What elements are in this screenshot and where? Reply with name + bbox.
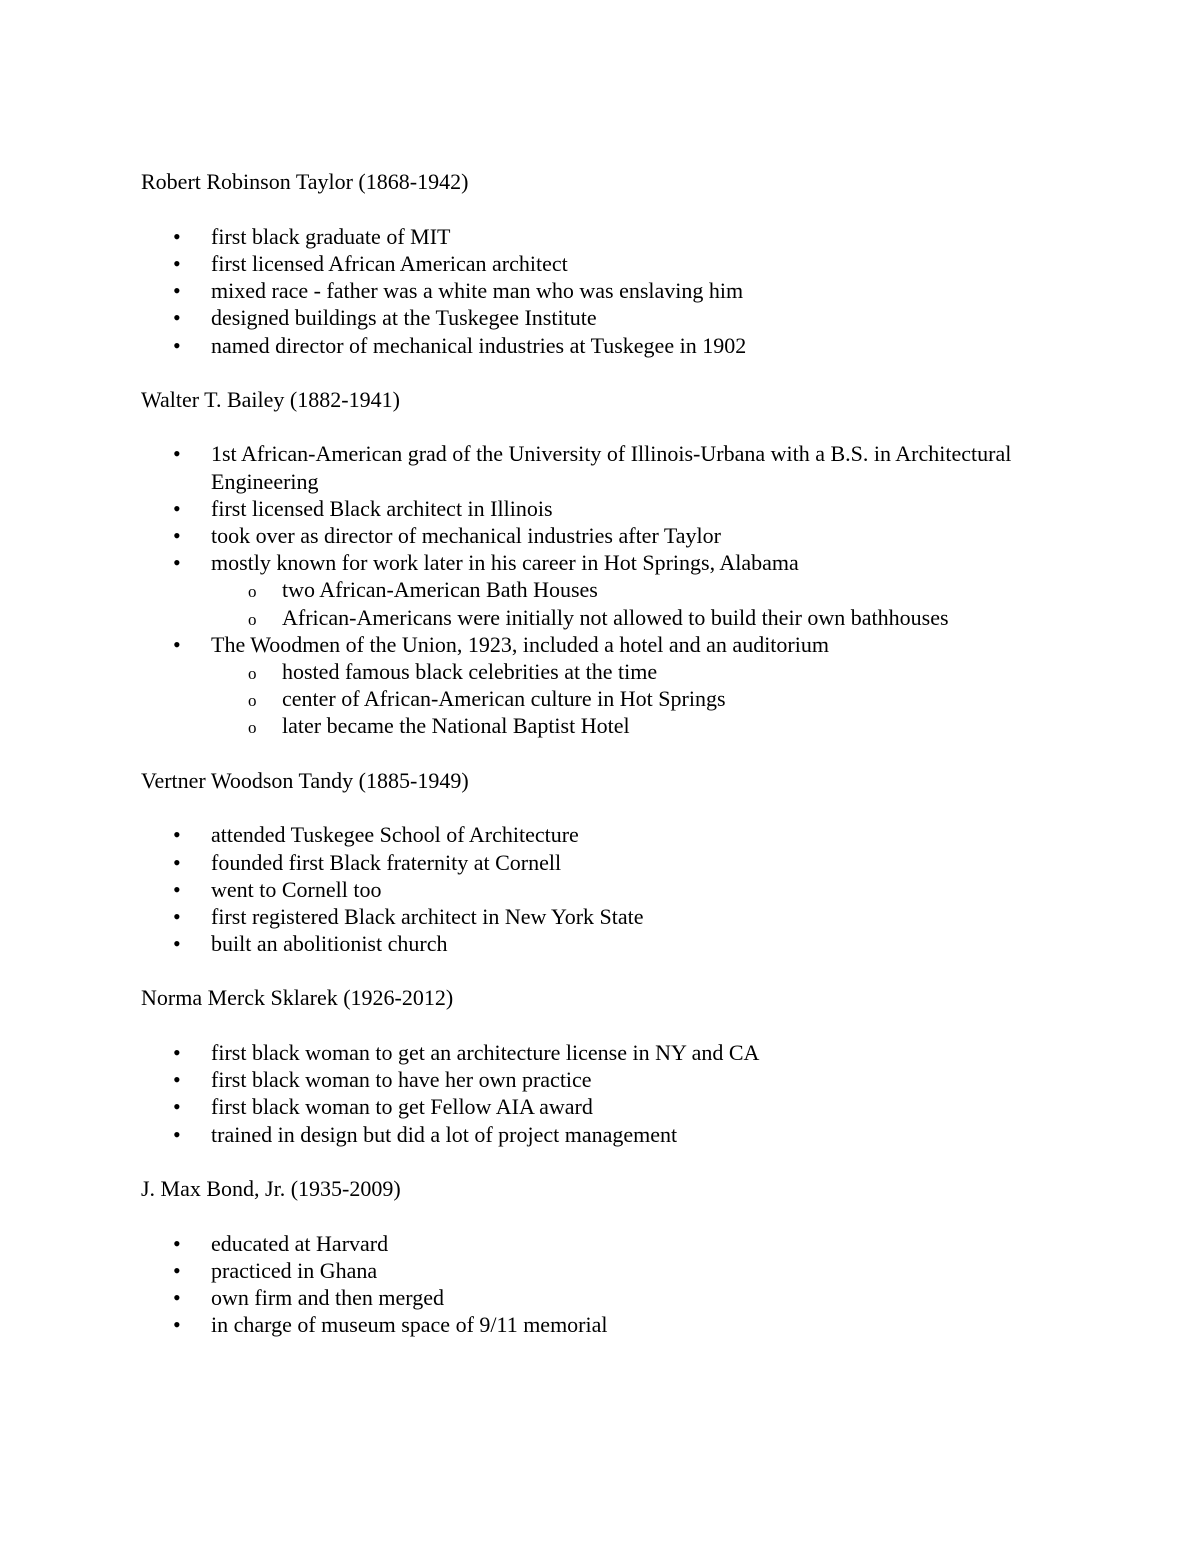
list-item xyxy=(141,1066,1041,1093)
bullet-list xyxy=(141,440,1041,739)
list-item xyxy=(141,223,1041,250)
list-item xyxy=(141,1311,1041,1338)
sub-list-item xyxy=(211,604,1041,631)
list-item-text: mixed race - father was a white man who was enslaving him xyxy=(211,278,744,304)
list-item-text: first black woman to get Fellow AIA award xyxy=(211,1094,593,1120)
sub-bullet-marker: o xyxy=(248,718,257,738)
list-item-text: designed buildings at the Tuskegee Institute xyxy=(211,305,597,331)
list-item xyxy=(141,549,1041,631)
sub-list-item xyxy=(211,685,1041,712)
list-item xyxy=(141,1121,1041,1148)
list-item xyxy=(141,304,1041,331)
list-item-text: 1st African-American grad of the University of Illinois-Urbana with a B.S. in Architectural Engineering xyxy=(211,441,1012,494)
bullet-marker: • xyxy=(173,631,181,657)
list-item xyxy=(141,821,1041,848)
list-item xyxy=(141,495,1041,522)
sub-list-item xyxy=(211,712,1041,739)
list-item xyxy=(141,277,1041,304)
bullet-marker: • xyxy=(173,1040,181,1066)
sub-bullet-marker: o xyxy=(248,582,257,602)
bullet-marker: • xyxy=(173,822,181,848)
list-item-text: first black woman to have her own practice xyxy=(211,1067,592,1093)
section-heading: Norma Merck Sklarek (1926-2012) xyxy=(141,985,454,1011)
list-item-text: first black woman to get an architecture license in NY and CA xyxy=(211,1040,760,1066)
section-heading: Walter T. Bailey (1882-1941) xyxy=(141,386,400,412)
bullet-marker: • xyxy=(173,523,181,549)
list-item-text: first licensed Black architect in Illinois xyxy=(211,495,553,521)
list-item xyxy=(141,1257,1041,1284)
list-item-text: in charge of museum space of 9/11 memorial xyxy=(211,1312,608,1338)
bullet-list xyxy=(141,821,1041,957)
bullet-list xyxy=(141,1039,1041,1148)
list-item xyxy=(141,332,1041,359)
list-item xyxy=(141,903,1041,930)
list-item xyxy=(141,1230,1041,1257)
bullet-marker: • xyxy=(173,1312,181,1338)
bullet-marker: • xyxy=(173,250,181,276)
list-item-text: named director of mechanical industries at Tuskegee in 1902 xyxy=(211,332,747,358)
document-body xyxy=(141,168,1041,1365)
section-heading: J. Max Bond, Jr. (1935-2009) xyxy=(141,1175,401,1201)
list-item-text: own firm and then merged xyxy=(211,1285,444,1310)
section-heading: Robert Robinson Taylor (1868-1942) xyxy=(141,169,469,194)
section-taylor xyxy=(141,168,1041,359)
bullet-marker: • xyxy=(173,550,181,576)
list-item-text: first registered Black architect in New York State xyxy=(211,903,644,929)
list-item-text: took over as director of mechanical industries after Taylor xyxy=(211,523,721,549)
list-item-text: practiced in Ghana xyxy=(211,1257,378,1283)
list-item-text: founded first Black fraternity at Cornell xyxy=(211,849,562,875)
bullet-marker: • xyxy=(173,332,181,358)
list-item-text: mostly known for work later in his career in Hot Springs, Alabama xyxy=(211,550,799,576)
sub-bullet-marker: o xyxy=(248,609,257,629)
bullet-marker: • xyxy=(173,849,181,875)
list-item-text: built an abolitionist church xyxy=(211,931,448,957)
sub-list-item-text: two African-American Bath Houses xyxy=(282,577,598,603)
bullet-marker: • xyxy=(173,223,181,249)
list-item xyxy=(141,1093,1041,1120)
bullet-marker: • xyxy=(173,278,181,304)
sub-bullet-marker: o xyxy=(248,664,257,684)
list-item xyxy=(141,849,1041,876)
bullet-marker: • xyxy=(173,1257,181,1283)
sub-list-item xyxy=(211,658,1041,685)
bullet-marker: • xyxy=(173,876,181,902)
bullet-marker: • xyxy=(173,1285,181,1310)
list-item xyxy=(141,250,1041,277)
list-item xyxy=(141,930,1041,957)
list-item xyxy=(141,1039,1041,1066)
sub-bullet-list xyxy=(211,658,1041,740)
list-item-text: educated at Harvard xyxy=(211,1230,389,1256)
section-bond xyxy=(141,1175,1041,1339)
section-bailey xyxy=(141,386,1041,740)
list-item xyxy=(141,440,1041,494)
list-item xyxy=(141,876,1041,903)
bullet-marker: • xyxy=(173,903,181,929)
list-item-text: first licensed African American architect xyxy=(211,250,568,276)
list-item-text: trained in design but did a lot of project management xyxy=(211,1121,678,1147)
bullet-marker: • xyxy=(173,1230,181,1256)
bullet-marker: • xyxy=(173,931,181,957)
sub-bullet-marker: o xyxy=(248,691,257,711)
bullet-marker: • xyxy=(173,1067,181,1093)
bullet-marker: • xyxy=(173,305,181,331)
sub-list-item-text: center of African-American culture in Hot Springs xyxy=(282,686,726,712)
section-sklarek xyxy=(141,984,1041,1148)
list-item-text: went to Cornell too xyxy=(211,876,382,902)
sub-list-item-text: hosted famous black celebrities at the time xyxy=(282,659,658,685)
section-tandy xyxy=(141,767,1041,958)
bullet-list xyxy=(141,1230,1041,1339)
sub-list-item xyxy=(211,576,1041,603)
bullet-marker: • xyxy=(173,1121,181,1147)
bullet-marker: • xyxy=(173,495,181,521)
list-item-text: first black graduate of MIT xyxy=(211,223,451,249)
list-item-text: The Woodmen of the Union, 1923, included a hotel and an auditorium xyxy=(211,631,829,657)
sub-list-item-text: later became the National Baptist Hotel xyxy=(282,713,630,739)
bullet-marker: • xyxy=(173,441,181,467)
list-item xyxy=(141,631,1041,740)
sub-list-item-text: African-Americans were initially not allowed to build their own bathhouses xyxy=(282,604,949,630)
section-heading: Vertner Woodson Tandy (1885-1949) xyxy=(141,767,469,793)
bullet-list xyxy=(141,223,1041,359)
bullet-marker: • xyxy=(173,1094,181,1120)
list-item-text: attended Tuskegee School of Architecture xyxy=(211,822,579,848)
list-item xyxy=(141,522,1041,549)
sub-bullet-list xyxy=(211,576,1041,630)
list-item xyxy=(141,1284,1041,1311)
